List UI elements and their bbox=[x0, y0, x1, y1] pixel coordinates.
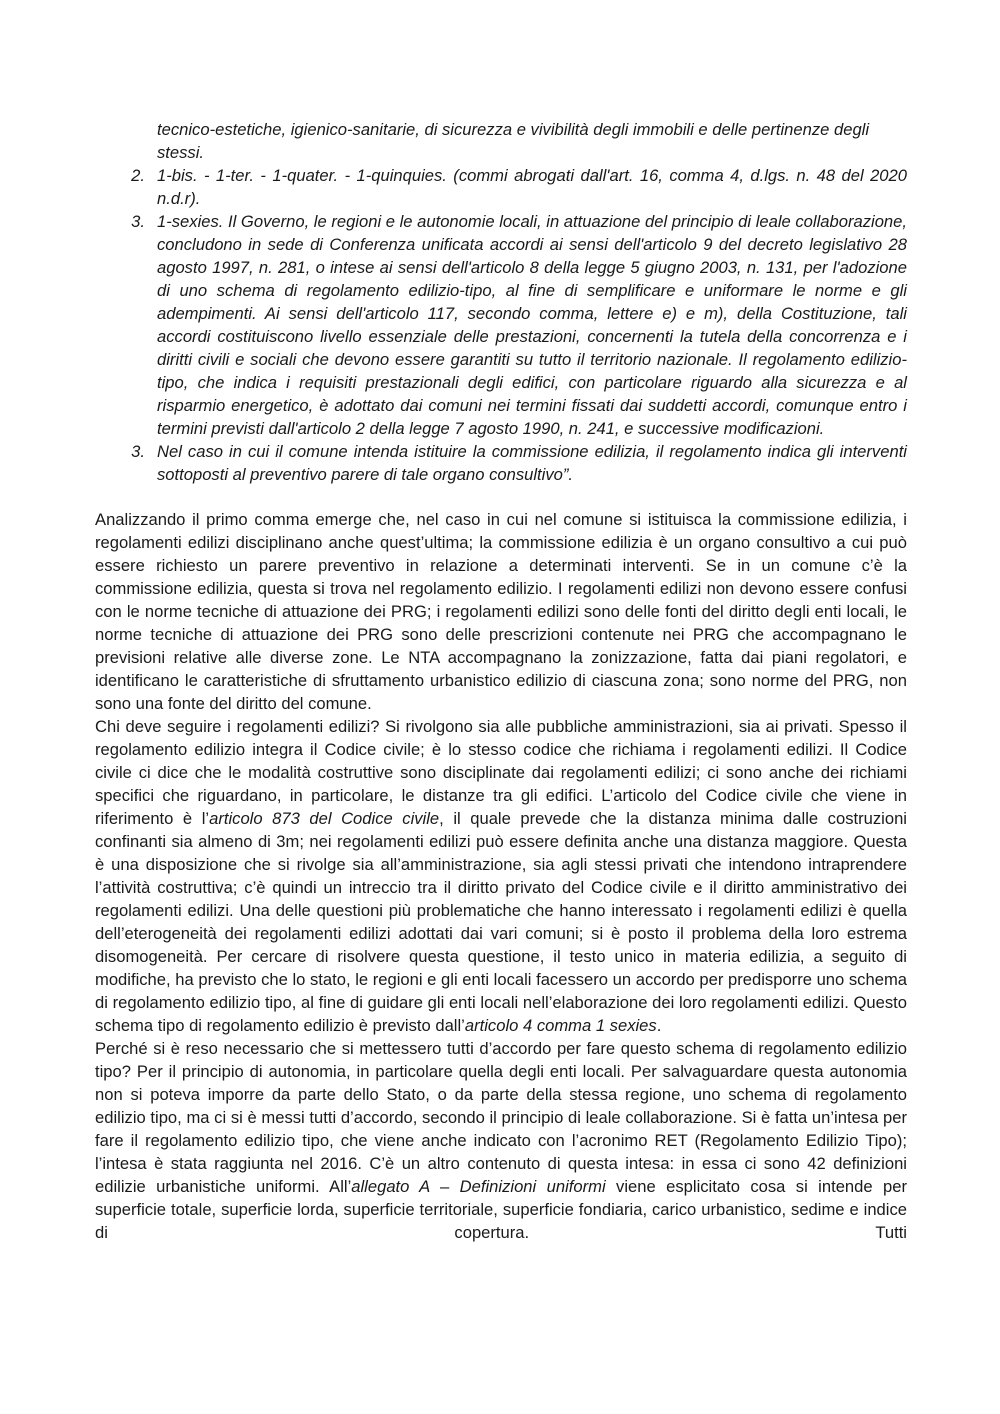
paragraph-text: . bbox=[656, 1016, 662, 1035]
list-item-number: 3. bbox=[131, 212, 145, 231]
citation-articolo-873: articolo 873 del Codice civile bbox=[209, 809, 440, 828]
list-item-text: 1-bis. - 1-ter. - 1-quater. - 1-quinquies. (commi abrogati dall'art. 16, comma 4, d.lgs. n. 48 del 2020 n.d.r). bbox=[157, 166, 907, 208]
list-item bbox=[95, 210, 907, 440]
paragraph-commissione-edilizia bbox=[95, 508, 907, 715]
paragraph-text: Analizzando il primo comma emerge che, nel caso in cui nel comune si istituisca la commissione edilizia, i regolamenti edilizi disciplinano anche quest’ultima; la commissione edilizia è un organo consultivo a cui può essere richiesto un parere preventivo in relazione a determinati interventi. Se in un comune c’è la commissione edilizia, questa si trova nel regolamento edilizio. I regolamenti edilizi non devono essere confusi con le norme tecniche di attuazione dei PRG; i regolamenti edilizi sono delle fonti del diritto degli enti locali, le norme tecniche di attuazione dei PRG sono delle prescrizioni contenute nei PRG che accompagnano le previsioni relative alle diverse zone. Le NTA accompagnano la zonizzazione, fatta dai piani regolatori, e identificano le caratteristiche di sfruttamento urbanistico edilizio di ciascuna zona; sono norme del PRG, non sono una fonte del diritto del comune. bbox=[95, 510, 907, 713]
paragraph-text: Chi deve seguire i regolamenti edilizi? Si rivolgono sia alle pubbliche amministrazioni, sia ai privati. Spesso il regolamento edilizio integra il Codice civile; è lo stesso codice che richiama i regolamenti edilizi. Il Codice civile ci dice che le modalità costruttive sono disciplinate dai regolamenti edilizi; ci sono anche dei richiami specifici che riguardano, in particolare, le distanze tra gli edifici. L’articolo del Codice civile che viene in riferimento è l’ bbox=[95, 717, 907, 828]
list-item bbox=[95, 440, 907, 486]
list-item-text: tecnico-estetiche, igienico-sanitarie, di sicurezza e vivibilità degli immobili e delle pertinenze degli stessi. bbox=[157, 120, 870, 162]
citation-allegato-a: allegato A – Definizioni uniformi bbox=[351, 1177, 606, 1196]
paragraph-text: viene esplicitato cosa si intende per superficie totale, superficie lorda, superficie territoriale, superficie fondiaria, carico urbanistico, sedime e indice di copertura. Tutti bbox=[95, 1177, 908, 1242]
citation-articolo-4: articolo 4 comma 1 sexies bbox=[464, 1016, 657, 1035]
paragraph-text: , il quale prevede che la distanza minima dalle costruzioni confinanti sia almeno di 3m; nei regolamenti edilizi può essere definita anche una distanza maggiore. Questa è una disposizione che si rivolge sia all’amministrazione, sia agli stessi privati che intendono intraprendere l’attività costruttiva; c’è quindi un intreccio tra il diritto privato del Codice civile e il diritto amministrativo dei regolamenti edilizi. Una delle questioni più problematiche che hanno interessato i regolamenti edilizi è quella dell’eterogeneità dei regolamenti edilizi adottati dai vari comuni; si è posto il problema della loro estrema disomogeneità. Per cercare di risolvere questa questione, il testo unico in materia edilizia, a seguito di modifiche, ha previsto che lo stato, le regioni e gli enti locali facessero un accordo per predisporre uno schema di regolamento edilizio tipo, al fine di guidare gli enti locali nell’elaborazione dei loro regolamenti edilizi. Questo schema tipo di regolamento edilizio è previsto dall’ bbox=[95, 809, 907, 1035]
body-text bbox=[95, 508, 907, 1244]
list-item-text: Nel caso in cui il comune intenda istituire la commissione edilizia, il regolamento indica gli interventi sottoposti al preventivo parere di tale organo consultivo”. bbox=[157, 442, 907, 484]
list-item bbox=[95, 118, 907, 164]
list-item bbox=[95, 164, 907, 210]
list-item-text: 1-sexies. Il Governo, le regioni e le autonomie locali, in attuazione del principio di leale collaborazione, concludono in sede di Conferenza unificata accordi ai sensi dell'articolo 9 del decreto legislativo 28 agosto 1997, n. 281, o intese ai sensi dell'articolo 8 della legge 5 giugno 2003, n. 131, per l'adozione di uno schema di regolamento edilizio-tipo, al fine di semplificare e uniformare le norme e gli adempimenti. Ai sensi dell'articolo 117, secondo comma, lettere e) e m), della Costituzione, tali accordi costituiscono livello essenziale delle prestazioni, concernenti la tutela della concorrenza e i diritti civili e sociali che devono essere garantiti su tutto il territorio nazionale. Il regolamento edilizio-tipo, che indica i requisiti prestazionali degli edifici, con particolare riguardo alla sicurezza e al risparmio energetico, è adottato dai comuni nei termini fissati dai suddetti accordi, comunque entro i termini previsti dall'articolo 2 della legge 7 agosto 1990, n. 241, e successive modificazioni. bbox=[157, 212, 907, 438]
paragraph-regolamento-tipo bbox=[95, 1037, 907, 1244]
paragraph-destinatari-regolamenti bbox=[95, 715, 907, 1037]
paragraph-text: Perché si è reso necessario che si mettessero tutti d’accordo per fare questo schema di regolamento edilizio tipo? Per il principio di autonomia, in particolare quella degli enti locali. Per salvaguardare questa autonomia non si poteva imporre da parte dello Stato, o da parte della stessa regione, uno schema di regolamento edilizio tipo, ma ci si è messi tutti d’accordo, secondo il principio di leale collaborazione. Si è fatta un’intesa per fare il regolamento edilizio tipo, che viene anche indicato con l’acronimo RET (Regolamento Edilizio Tipo); l’intesa è stata raggiunta nel 2016. C’è un altro contenuto di questa intesa: in essa ci sono 42 definizioni edilizie urbanistiche uniformi. All’ bbox=[95, 1039, 907, 1196]
list-item-number: 2. bbox=[131, 166, 145, 185]
quoted-article-list bbox=[95, 118, 907, 486]
list-item-number: 3. bbox=[131, 442, 145, 461]
